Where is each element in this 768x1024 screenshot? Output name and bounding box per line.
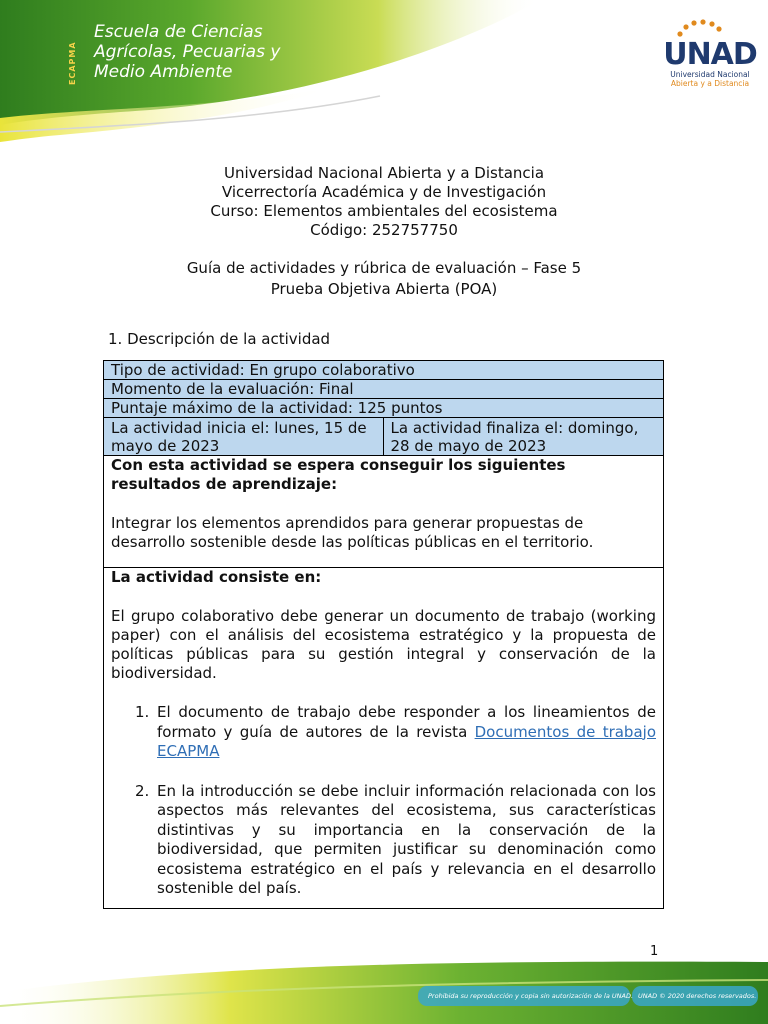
list-item	[111, 782, 656, 899]
activity-description-row	[104, 568, 663, 908]
page-number: 1	[650, 944, 659, 959]
page-header	[0, 0, 768, 150]
page-footer	[0, 958, 768, 1024]
university-name: Universidad Nacional Abierta y a Distancia	[223, 164, 545, 182]
ecapma-vertical-label: ECAPMA	[68, 41, 77, 85]
learning-outcomes-heading: Con esta actividad se espera conseguir los siguientes resultados de aprendizaje:	[111, 456, 566, 493]
section-heading: 1. Descripción de la actividad	[108, 330, 331, 348]
end-date-label: La actividad finaliza el:	[390, 419, 564, 437]
activity-steps-list	[111, 703, 656, 899]
footer-banner-graphic	[0, 958, 768, 1024]
unad-logo-subtitle	[660, 70, 760, 88]
unad-logo	[660, 18, 760, 98]
list-item	[111, 703, 656, 762]
vicerrectoria-line: Vicerrectoría Académica y de Investigación	[221, 183, 547, 201]
list-item-number: 1.	[135, 703, 150, 721]
dates-row	[104, 418, 663, 456]
footer-copy-notice: Prohibida su reproducción y copia sin autorización de la UNAD.	[428, 992, 634, 1000]
list-item-text: En la introducción se debe incluir información relacionada con los aspectos más relevantes del ecosistema, sus características distintivas y su importancia en la conservación de la biodiversidad, que permiten justificar su denominación como ecosistema estratégico en el país y relevancia en el desarrollo sostenible del país.	[157, 781, 656, 897]
guide-title	[0, 258, 768, 300]
unad-logo-mark	[660, 18, 760, 70]
course-code-line: Código: 252757750	[310, 221, 458, 239]
start-date-value: lunes, 15 de mayo de 2023	[111, 419, 367, 455]
list-item-number: 2.	[135, 781, 150, 800]
activity-table	[103, 360, 664, 909]
school-title-line: Agrícolas, Pecuarias y	[94, 42, 281, 62]
course-line: Curso: Elementos ambientales del ecosistema	[210, 202, 558, 220]
unad-logo-line: Universidad Nacional	[670, 70, 750, 79]
guide-subtitle-line: Prueba Objetiva Abierta (POA)	[270, 280, 498, 298]
end-date-value: domingo, 28 de mayo de 2023	[390, 419, 639, 455]
footer-rights-notice: UNAD © 2020 derechos reservados.	[638, 992, 757, 1000]
start-date-label: La actividad inicia el:	[111, 419, 270, 437]
evaluation-moment-row: Momento de la evaluación: Final	[104, 380, 663, 399]
school-title-line: Escuela de Ciencias	[94, 22, 263, 42]
list-item-text: El documento de trabajo debe responder a los lineamientos de formato y guía de autores de la revista	[157, 703, 656, 741]
end-date-cell	[384, 418, 664, 455]
learning-outcomes-row	[104, 456, 663, 568]
learning-outcomes-text: Integrar los elementos aprendidos para generar propuestas de desarrollo sostenible desde las políticas públicas en el territorio.	[111, 514, 594, 551]
max-score-row: Puntaje máximo de la actividad: 125 puntos	[104, 399, 663, 418]
unad-logo-line: Abierta y a Distancia	[670, 79, 750, 88]
school-title	[94, 22, 354, 82]
guide-title-line: Guía de actividades y rúbrica de evaluación – Fase 5	[186, 259, 582, 277]
university-heading	[0, 164, 768, 240]
activity-consists-heading: La actividad consiste en:	[111, 568, 322, 586]
school-title-line: Medio Ambiente	[94, 62, 233, 82]
unad-wordmark: UNAD	[663, 37, 757, 70]
documentos-trabajo-link[interactable]: Documentos de trabajo ECAPMA	[157, 722, 656, 760]
activity-type-row: Tipo de actividad: En grupo colaborativo	[104, 361, 663, 380]
start-date-cell	[104, 418, 384, 455]
activity-consists-text: El grupo colaborativo debe generar un documento de trabajo (working paper) con el análisis del ecosistema estratégico y la propuesta de políticas públicas para su gestión integral y conservación de la biodiversidad.	[111, 607, 656, 682]
